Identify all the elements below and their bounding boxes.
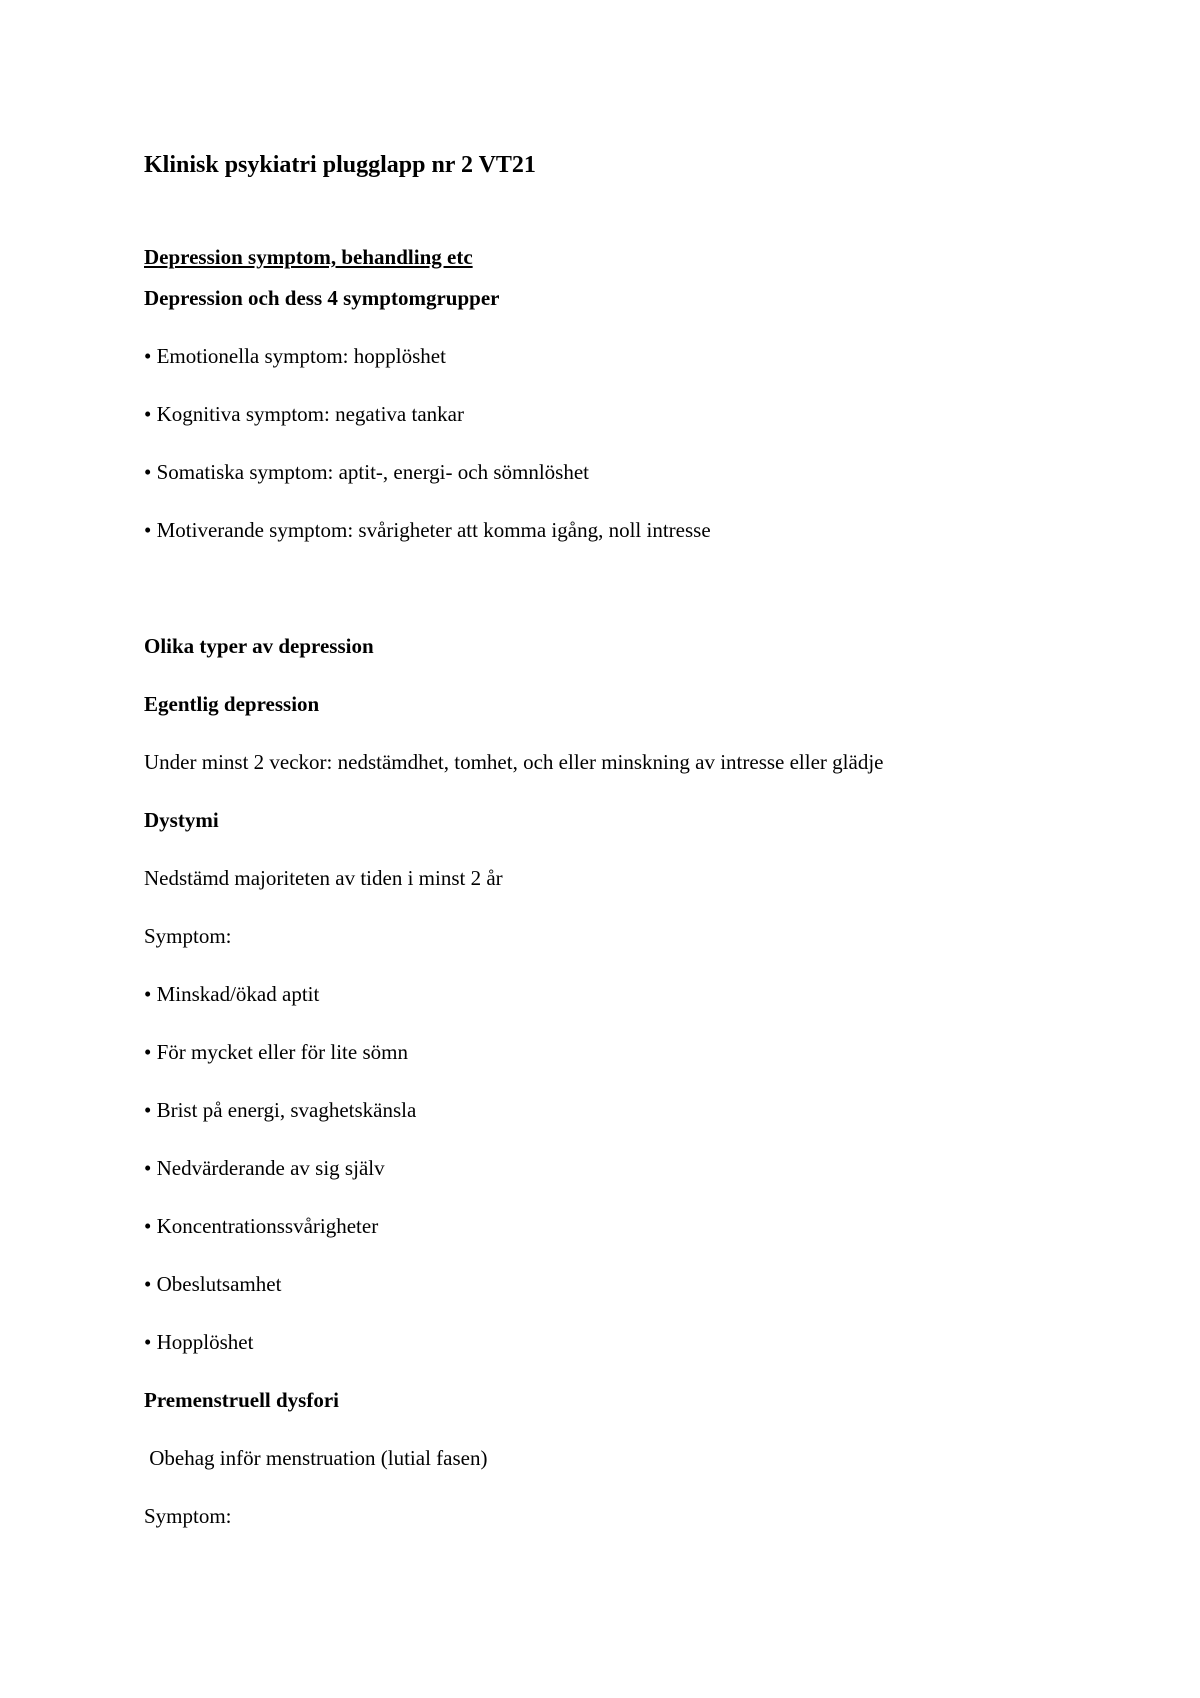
document-title: Klinisk psykiatri plugglapp nr 2 VT21 [144,152,536,178]
section-heading: Depression symptom, behandling etc [144,245,473,269]
list-item: • Minskad/ökad aptit [144,982,320,1006]
list-item: • Obeslutsamhet [144,1272,282,1296]
pmd-text: Obehag inför menstruation (lutial fasen) [144,1446,488,1470]
egentlig-depression-text: Under minst 2 veckor: nedstämdhet, tomhet, och eller minskning av intresse eller glädje [144,750,884,774]
list-item: • Kognitiva symptom: negativa tankar [144,402,464,426]
dystymi-text: Nedstämd majoriteten av tiden i minst 2 år [144,866,503,890]
egentlig-depression-heading: Egentlig depression [144,692,320,716]
pmd-heading: Premenstruell dysfori [144,1388,339,1412]
dystymi-heading: Dystymi [144,808,219,832]
list-item: • Hopplöshet [144,1330,254,1354]
list-item: • Brist på energi, svaghetskänsla [144,1098,417,1122]
list-item: • För mycket eller för lite sömn [144,1040,408,1064]
list-item: • Koncentrationssvårigheter [144,1214,379,1238]
list-item: • Nedvärderande av sig själv [144,1156,385,1180]
pmd-symptom-label: Symptom: [144,1504,232,1528]
list-item: • Motiverande symptom: svårigheter att komma igång, noll intresse [144,518,711,542]
types-heading: Olika typer av depression [144,634,374,658]
dystymi-symptom-label: Symptom: [144,924,232,948]
list-item: • Emotionella symptom: hopplöshet [144,344,446,368]
symptom-groups-heading: Depression och dess 4 symptomgrupper [144,286,500,310]
list-item: • Somatiska symptom: aptit-, energi- och sömnlöshet [144,460,589,484]
